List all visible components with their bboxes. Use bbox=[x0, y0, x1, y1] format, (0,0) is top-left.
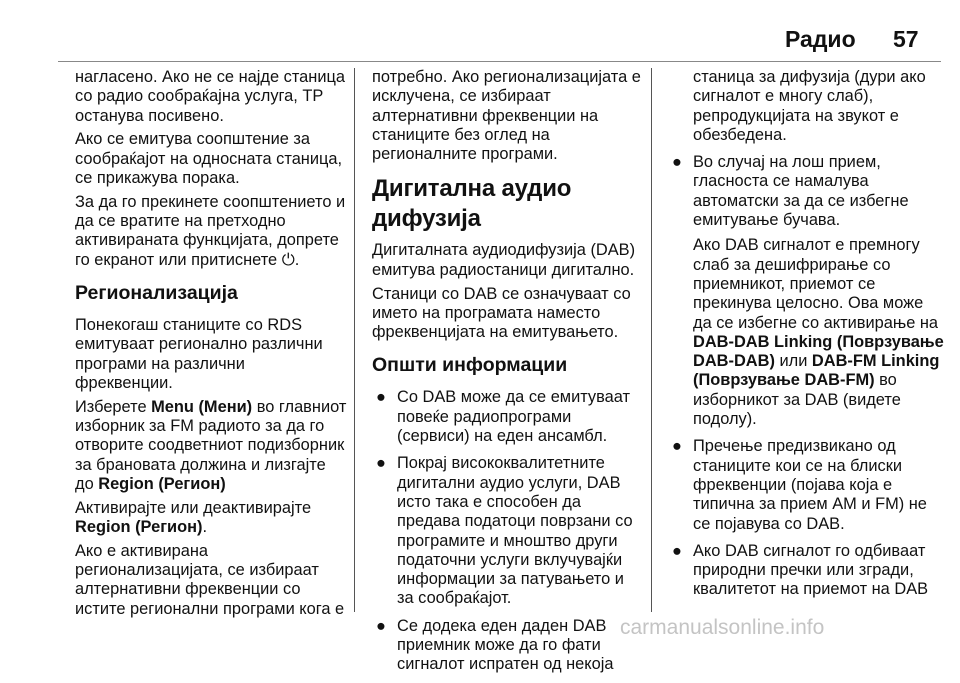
list-item-text: Со DAB може да се емитуваат повеќе радиопрограми (сервиси) на еден ансамбл. bbox=[397, 388, 631, 446]
bullet-icon: ● bbox=[376, 454, 386, 473]
bullet-icon: ● bbox=[672, 541, 682, 560]
paragraph-text: Ако DAB сигналот е премногу слаб за дешифрирање со приемникот, приемот се прекинува целосно. Ова може да се избегне со активирање на bbox=[693, 236, 939, 332]
column-2 bbox=[372, 68, 642, 683]
list-item bbox=[372, 388, 642, 446]
list-item bbox=[372, 454, 642, 608]
paragraph-text: во изборникот за DAB (видете подолу). bbox=[693, 371, 901, 429]
list-item-text: Се додека еден даден DAB приемник може да го фати сигналот испратен од некоја bbox=[397, 616, 614, 674]
paragraph: Дигиталната аудиодифузија (DAB) емитува радиостаници дигитално. bbox=[372, 241, 636, 279]
bullet-icon: ● bbox=[376, 388, 386, 407]
paragraph-text: Активирајте или деактивирајте bbox=[75, 498, 312, 517]
list-item-continuation bbox=[668, 68, 945, 145]
paragraph bbox=[75, 398, 347, 494]
header-divider bbox=[58, 61, 941, 62]
paragraph bbox=[75, 499, 347, 538]
paragraph: Ако е активирана регионализацијата, се избираат алтернативни фреквенции со истите регионални програми кога е bbox=[75, 541, 345, 618]
menu-label: Menu (Мени) bbox=[151, 397, 253, 416]
paragraph-text: За да го прекинете соопштението и да се вратите на претходно активираната функцијата, допрете го екранот или притиснете bbox=[75, 192, 346, 269]
column-divider-1 bbox=[354, 68, 355, 612]
list-item-text: станица за дифузија (дури ако сигналот е многу слаб), репродукцијата на звукот е обезбедена. bbox=[693, 68, 926, 144]
bullet-icon: ● bbox=[672, 153, 682, 172]
paragraph: Ако се емитува соопштение за сообраќајот на односната станица, се прикажува порака. bbox=[75, 130, 343, 187]
paragraph: Станици со DAB се означуваат со името на програмата наместо фреквенцијата на емитувањето. bbox=[372, 284, 631, 342]
paragraph-text: или bbox=[774, 352, 812, 371]
section-heading-regionalization: Регионализација bbox=[75, 281, 238, 304]
column-3 bbox=[668, 68, 945, 608]
bullet-icon: ● bbox=[672, 437, 682, 456]
paragraph-text: . bbox=[294, 250, 300, 269]
list-item-text: Во случај на лош прием, гласноста се намалува автоматски за да се избегне емитување бучава. bbox=[693, 153, 909, 230]
subheading-general-info: Општи информации bbox=[372, 354, 568, 377]
paragraph bbox=[75, 193, 347, 270]
paragraph: потребно. Ако регионализацијата е исклучена, се избираат алтернативни фреквенции на станиците без оглед на регионалните програми. bbox=[372, 68, 641, 164]
column-divider-2 bbox=[651, 68, 652, 612]
section-title-dab: Дигитална аудио дифузија bbox=[372, 175, 572, 233]
region-label: Region (Регион) bbox=[98, 474, 226, 493]
region-label: Region (Регион) bbox=[75, 517, 203, 536]
paragraph-text: Изберете bbox=[75, 397, 152, 416]
paragraph-text: во главниот изборник за FM радиото за да го отворите соодветниот подизборник за брановата должина и лизгајте до bbox=[75, 397, 347, 493]
paragraph: нагласено. Ако не се најде станица со радио сообраќајна услуга, TP останува посивено. bbox=[75, 68, 345, 125]
page-number: 57 bbox=[893, 26, 919, 52]
power-icon: ⏻ bbox=[281, 250, 295, 269]
list-item bbox=[668, 153, 945, 429]
list-item-text bbox=[693, 236, 945, 429]
dab-fm-linking-label: DAB-FM Linking (Поврзување DAB-FM) bbox=[693, 352, 940, 390]
paragraph-text: . bbox=[202, 517, 208, 536]
list-item bbox=[668, 437, 945, 533]
bullet-icon: ● bbox=[376, 616, 386, 635]
list-item bbox=[668, 542, 945, 600]
list-item-text: Ако DAB сигналот го одбиваат природни пречки или згради, квалитетот на приемот на DAB bbox=[693, 541, 929, 599]
column-1 bbox=[75, 68, 347, 623]
dab-dab-linking-label: DAB-DAB Linking (Поврзување DAB-DAB) bbox=[693, 332, 944, 371]
page-header-title: Радио bbox=[785, 26, 856, 52]
list-item-text: Пречење предизвикано од станиците кои се на блиски фреквенции (појава која е типична за прием AM и FM) не се појавува со DAB. bbox=[693, 437, 927, 533]
list-item-text: Покрај висококвалитетните дигитални аудио услуги, DAB исто така е способен да предава податоци поврзани со програмите и мноштво други податочни услуги вклучувајќи информации за патувањето и за сообраќајот. bbox=[397, 454, 633, 608]
paragraph: Понекогаш станиците со RDS емитуваат регионално различни програми на различни фреквенции. bbox=[75, 315, 323, 392]
watermark: carmanualsonline.info bbox=[620, 616, 825, 639]
list-item bbox=[372, 617, 642, 675]
